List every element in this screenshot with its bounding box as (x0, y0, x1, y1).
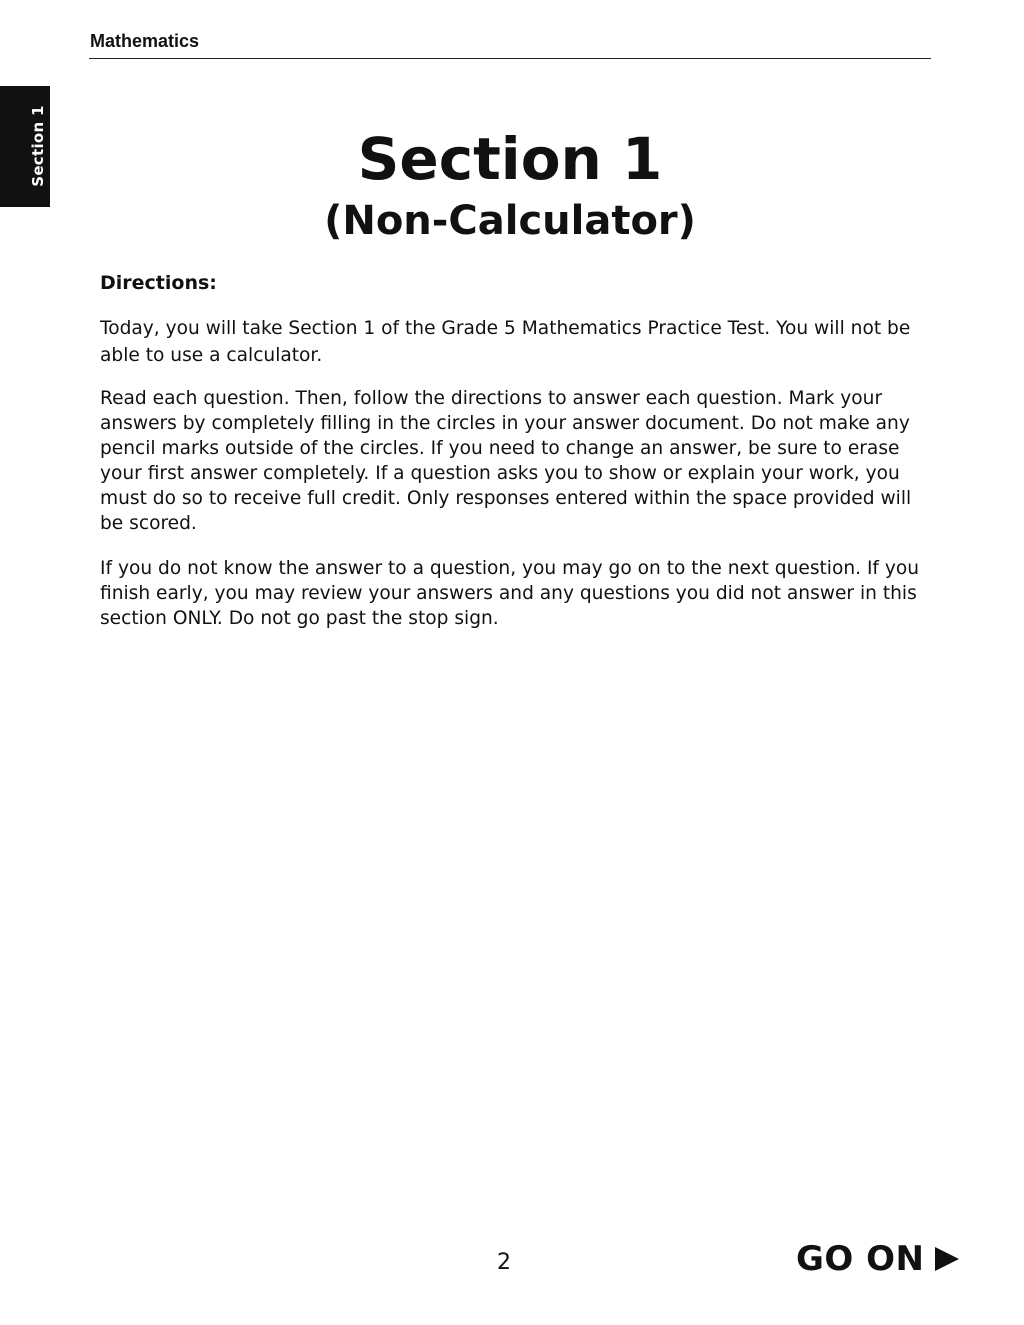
header-subject: Mathematics (90, 31, 200, 51)
right-triangle-arrow-icon (935, 1247, 959, 1271)
go-on-label: GO ON (796, 1239, 925, 1279)
go-on-indicator (796, 1238, 959, 1280)
section-title: Section 1 (357, 125, 663, 193)
directions-paragraph-3: If you do not know the answer to a question, you may go on to the next question. If you finish early, you may review your answers and any questions you did not answer in this section ONLY. Do not go past the stop sign. (100, 558, 920, 629)
section-subtitle: (Non-Calculator) (324, 198, 696, 244)
directions-paragraph-2: Read each question. Then, follow the directions to answer each question. Mark your answers by completely filling in the circles in your answer document. Do not make any pencil marks outside of the circles. If you need to change an answer, be sure to erase your first answer completely. If a question asks you to show or explain your work, you must do so to receive full credit. Only responses entered within the space provided will be scored. (100, 388, 912, 534)
header-divider (89, 58, 931, 59)
directions-paragraph-1: Today, you will take Section 1 of the Grade 5 Mathematics Practice Test. You will not be able to use a calculator. (100, 318, 911, 366)
directions-heading: Directions: (100, 272, 217, 294)
section-side-tab-label: Section 1 (29, 105, 47, 187)
page-number: 2 (497, 1250, 511, 1275)
